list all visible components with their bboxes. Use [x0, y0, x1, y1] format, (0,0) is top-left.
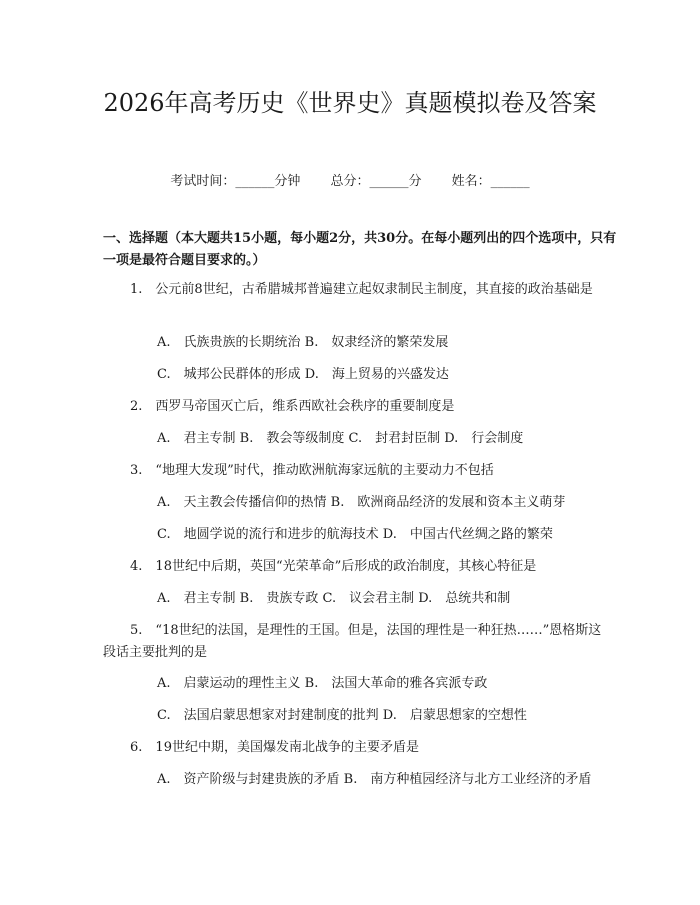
- question-number: 4.: [130, 559, 143, 574]
- options-row: [103, 769, 618, 791]
- options-row: C. 城邦公民群体的形成 D. 海上贸易的兴盛发达: [157, 367, 449, 382]
- question-2: [103, 396, 613, 418]
- options-row: A. 天主教会传播信仰的热情 B. 欧洲商品经济的发展和资本主义萌芽: [157, 495, 566, 510]
- options-row: A. 氏族贵族的长期统治 B. 奴隶经济的繁荣发展: [157, 335, 449, 350]
- question-number: 3.: [130, 463, 143, 478]
- question-1: [103, 279, 613, 301]
- exam-time: 考试时间：______分钟: [170, 174, 301, 189]
- question-number: 6.: [130, 740, 143, 755]
- question-number: 2.: [130, 399, 143, 414]
- question-5: [103, 620, 613, 664]
- options-row: C. 地圆学说的流行和进步的航海技术 D. 中国古代丝绸之路的繁荣: [157, 527, 553, 542]
- section-heading: 一、选择题（本大题共15小题，每小题2分，共30分。在每小题列出的四个选项中，只有一项是最符合题目要求的。）: [103, 231, 617, 268]
- question-text: 19世纪中期，美国爆发南北战争的主要矛盾是: [155, 740, 419, 755]
- exam-name: 姓名：______: [451, 174, 530, 189]
- question-6: [103, 737, 613, 759]
- question-number: 5.: [130, 623, 143, 638]
- options-row: C. 法国启蒙思想家对封建制度的批判 D. 启蒙思想家的空想性: [157, 708, 527, 723]
- question-text: 公元前8世纪，古希腊城邦普遍建立起奴隶制民主制度，其直接的政治基础是: [155, 282, 593, 297]
- page-title: 2026年高考历史《世界史》真题模拟卷及答案: [103, 89, 597, 117]
- question-number: 1.: [130, 282, 143, 297]
- options-text: A. 资产阶级与封建贵族的矛盾 B. 南方种植园经济与北方工业经济的矛盾: [157, 772, 592, 787]
- options-row: A. 君主专制 B. 贵族专政 C. 议会君主制 D. 总统共和制: [157, 591, 511, 606]
- question-text: 西罗马帝国灭亡后，维系西欧社会秩序的重要制度是: [155, 399, 455, 414]
- exam-score: 总分：______分: [330, 174, 422, 189]
- question-text: “地理大发现”时代，推动欧洲航海家远航的主要动力不包括: [155, 463, 494, 478]
- question-4: [103, 556, 613, 578]
- exam-meta: [0, 170, 700, 189]
- question-text: “18世纪的法国，是理性的王国。但是，法国的理性是一种狂热……”恩格斯这段话主要批判的是: [103, 623, 602, 660]
- options-row: A. 启蒙运动的理性主义 B. 法国大革命的雅各宾派专政: [157, 676, 488, 691]
- question-3: [103, 460, 613, 482]
- options-row: A. 君主专制 B. 教会等级制度 C. 封君封臣制 D. 行会制度: [157, 431, 524, 446]
- question-text: 18世纪中后期，英国“光荣革命”后形成的政治制度，其核心特征是: [155, 559, 537, 574]
